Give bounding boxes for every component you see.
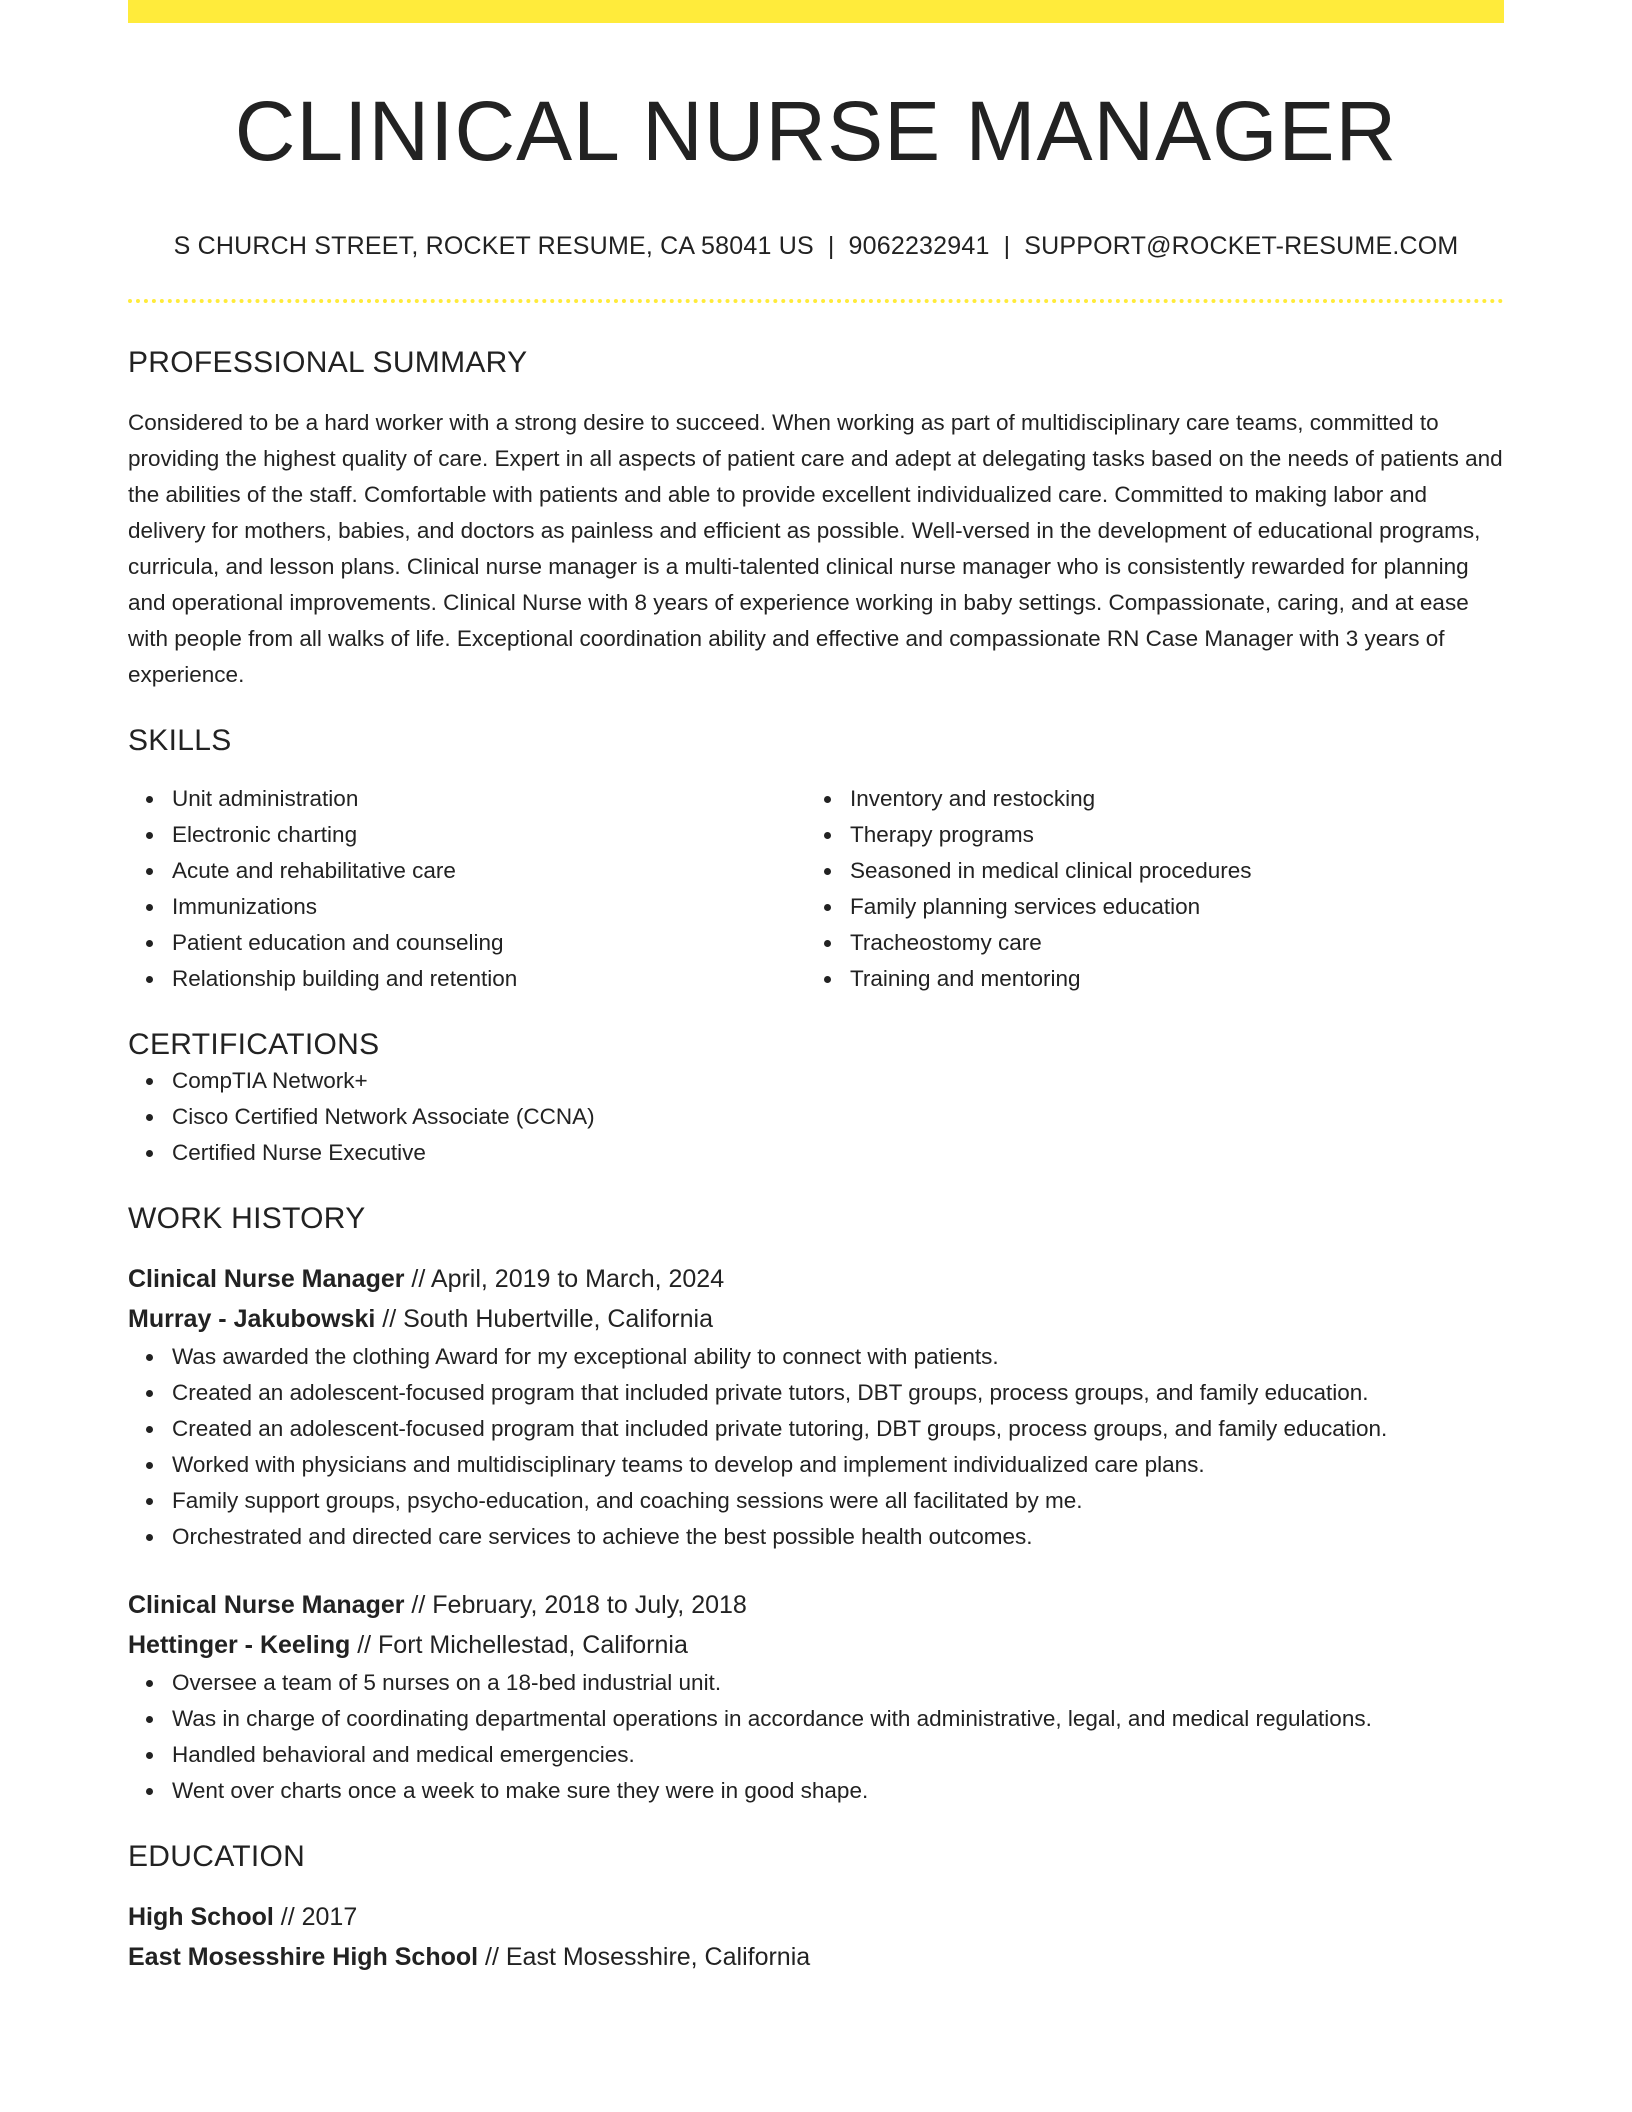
job-dates: // February, 2018 to July, 2018 — [404, 1591, 747, 1619]
education-school-line — [128, 1937, 1504, 1977]
job-company: Hettinger - Keeling — [128, 1631, 351, 1659]
job-location: // Fort Michellestad, California — [350, 1631, 688, 1659]
contact-email: SUPPORT@ROCKET-RESUME.COM — [1024, 232, 1459, 260]
contact-separator: | — [1003, 232, 1011, 260]
skills-column-right — [806, 781, 1484, 997]
job-duty: Oversee a team of 5 nurses on a 18-bed industrial unit. — [128, 1665, 1504, 1701]
job-location: // South Hubertville, California — [375, 1305, 713, 1333]
skills-grid — [128, 781, 1504, 997]
job-duties — [128, 1665, 1504, 1809]
job-company-line — [128, 1625, 1504, 1665]
section-title-education: EDUCATION — [128, 1840, 306, 1873]
job-role: Clinical Nurse Manager — [128, 1591, 405, 1619]
education-year: // 2017 — [273, 1903, 358, 1931]
certification-list — [128, 1063, 1504, 1171]
education-degree-line — [128, 1897, 1504, 1937]
education-degree: High School — [128, 1903, 274, 1931]
job-duty: Family support groups, psycho-education, and coaching sessions were all facilitated by me. — [128, 1483, 1504, 1519]
job-duty: Created an adolescent-focused program that included private tutoring, DBT groups, process groups, and family education. — [128, 1411, 1504, 1447]
job-dates: // April, 2019 to March, 2024 — [404, 1265, 725, 1293]
skill-item: Family planning services education — [806, 889, 1484, 925]
contact-separator: | — [827, 232, 835, 260]
certification-item: CompTIA Network+ — [128, 1063, 1504, 1099]
job-duty: Created an adolescent-focused program that included private tutors, DBT groups, process groups, and family education. — [128, 1375, 1504, 1411]
section-title-skills: SKILLS — [128, 724, 232, 757]
job-title-line — [128, 1259, 1504, 1299]
job-duties — [128, 1339, 1504, 1555]
accent-top-bar — [128, 0, 1504, 23]
skill-item: Electronic charting — [128, 817, 806, 853]
summary-text: Considered to be a hard worker with a strong desire to succeed. When working as part of multidisciplinary care teams, committed to providing the highest quality of care. Expert in all aspects of patient care and adept at delegating tasks based on the needs of patients and the abilities of the staff. Comfortable with patients and able to provide excellent individualized care. Committed to making labor and delivery for mothers, babies, and doctors as painless and efficient as possible. Well-versed in the development of educational programs, curricula, and lesson plans. Clinical nurse manager is a multi-talented clinical nurse manager who is consistently rewarded for planning and operational improvements. Clinical Nurse with 8 years of experience working in baby settings. Compassionate, caring, and at ease with people from all walks of life. Exceptional coordination ability and effective and compassionate RN Case Manager with 3 years of experience. — [128, 410, 1503, 687]
job-duty: Was in charge of coordinating departmental operations in accordance with administrative, legal, and medical regulations. — [128, 1701, 1504, 1737]
certification-item: Certified Nurse Executive — [128, 1135, 1504, 1171]
job-duty: Was awarded the clothing Award for my exceptional ability to connect with patients. — [128, 1339, 1504, 1375]
job-duty: Went over charts once a week to make sure they were in good shape. — [128, 1773, 1504, 1809]
contact-address: S CHURCH STREET, ROCKET RESUME, CA 58041 US — [173, 232, 814, 260]
job-company-line — [128, 1299, 1504, 1339]
skill-item: Therapy programs — [806, 817, 1484, 853]
job-company: Murray - Jakubowski — [128, 1305, 376, 1333]
skill-item: Patient education and counseling — [128, 925, 806, 961]
job-duty: Worked with physicians and multidisciplinary teams to develop and implement individualized care plans. — [128, 1447, 1504, 1483]
resume-name: CLINICAL NURSE MANAGER — [234, 84, 1398, 178]
skill-item: Immunizations — [128, 889, 806, 925]
job-duty: Handled behavioral and medical emergencies. — [128, 1737, 1504, 1773]
job-title-line — [128, 1585, 1504, 1625]
section-title-summary: PROFESSIONAL SUMMARY — [128, 346, 528, 379]
skill-item: Unit administration — [128, 781, 806, 817]
education-school: East Mosesshire High School — [128, 1943, 479, 1971]
dotted-divider — [128, 299, 1504, 303]
certification-item: Cisco Certified Network Associate (CCNA) — [128, 1099, 1504, 1135]
job-entry — [128, 1259, 1504, 1555]
resume-page — [128, 0, 1504, 1977]
skill-item: Acute and rehabilitative care — [128, 853, 806, 889]
section-title-work-history: WORK HISTORY — [128, 1202, 366, 1235]
skills-column-left — [128, 781, 806, 997]
skill-item: Training and mentoring — [806, 961, 1484, 997]
contact-phone: 9062232941 — [848, 232, 990, 260]
job-duty: Orchestrated and directed care services to achieve the best possible health outcomes. — [128, 1519, 1504, 1555]
job-entry — [128, 1585, 1504, 1809]
education-location: // East Mosesshire, California — [478, 1943, 811, 1971]
job-role: Clinical Nurse Manager — [128, 1265, 405, 1293]
skill-item: Inventory and restocking — [806, 781, 1484, 817]
skill-item: Seasoned in medical clinical procedures — [806, 853, 1484, 889]
skill-item: Relationship building and retention — [128, 961, 806, 997]
skill-item: Tracheostomy care — [806, 925, 1484, 961]
section-title-certifications: CERTIFICATIONS — [128, 1028, 380, 1061]
contact-line — [128, 231, 1504, 261]
